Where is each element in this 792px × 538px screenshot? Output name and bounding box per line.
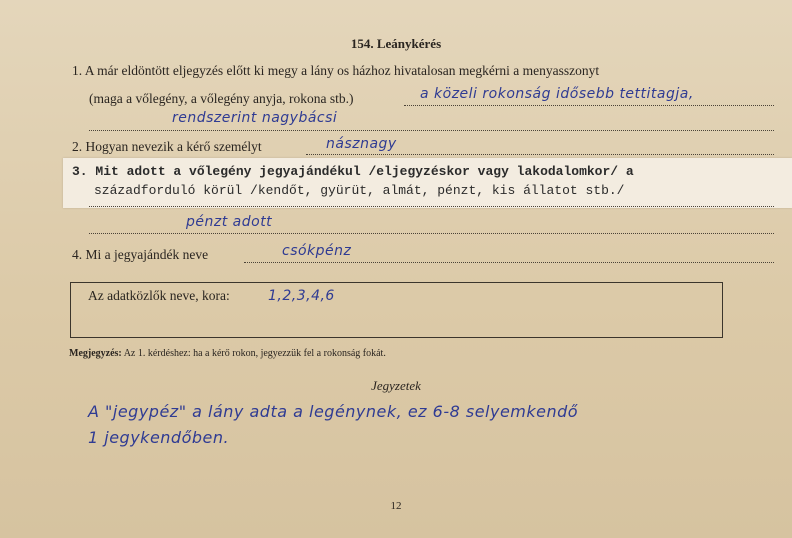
footnote-label: Megjegyzés:	[69, 348, 122, 359]
footnote-text: Az 1. kérdéshez: ha a kérő rokon, jegyezzük fel a rokonság fokát.	[123, 348, 386, 359]
answer-line	[89, 130, 774, 131]
answer-line	[404, 105, 774, 106]
informants-value: 1,2,3,4,6	[268, 288, 335, 304]
answer-line	[89, 206, 774, 207]
question-4: 4. Mi a jegyajándék neve	[72, 247, 209, 262]
question-1-answer-2: rendszerint nagybácsi	[172, 110, 338, 126]
handwritten-note-line-2: 1 jegykendőben.	[88, 428, 230, 447]
answer-line	[306, 154, 774, 155]
footnote	[69, 348, 386, 359]
question-2-answer: násznagy	[326, 136, 397, 152]
question-1-line-1: 1. A már eldöntött eljegyzés előtt ki megy a lány os házhoz hivatalosan megkérni a menyasszonyt	[72, 63, 600, 78]
informants-label: Az adatközlők neve, kora:	[88, 288, 230, 303]
page-title: 154. Leánykérés	[350, 36, 442, 51]
question-1-answer-1: a közeli rokonság idősebb tettitagja,	[420, 86, 694, 102]
page-number: 12	[390, 500, 402, 512]
question-3-line-2: századforduló körül /kendőt, gyürüt, almát, pénzt, kis állatot stb./	[94, 183, 625, 198]
question-1-line-2: (maga a vőlegény, a vőlegény anyja, rokona stb.)	[89, 91, 354, 106]
question-3-line-1: 3. Mit adott a vőlegény jegyajándékul /eljegyzéskor vagy lakodalomkor/ a	[72, 164, 634, 179]
notes-heading: Jegyzetek	[371, 378, 421, 393]
question-2: 2. Hogyan nevezik a kérő személyt	[72, 139, 262, 154]
handwritten-note-line-1: A "jegypéz" a lány adta a legénynek, ez 6-8 selyemkendő	[88, 402, 579, 421]
question-3-answer: pénzt adott	[186, 214, 273, 230]
answer-line	[244, 262, 774, 263]
answer-line	[89, 233, 774, 234]
question-4-answer: csókpénz	[282, 243, 352, 259]
